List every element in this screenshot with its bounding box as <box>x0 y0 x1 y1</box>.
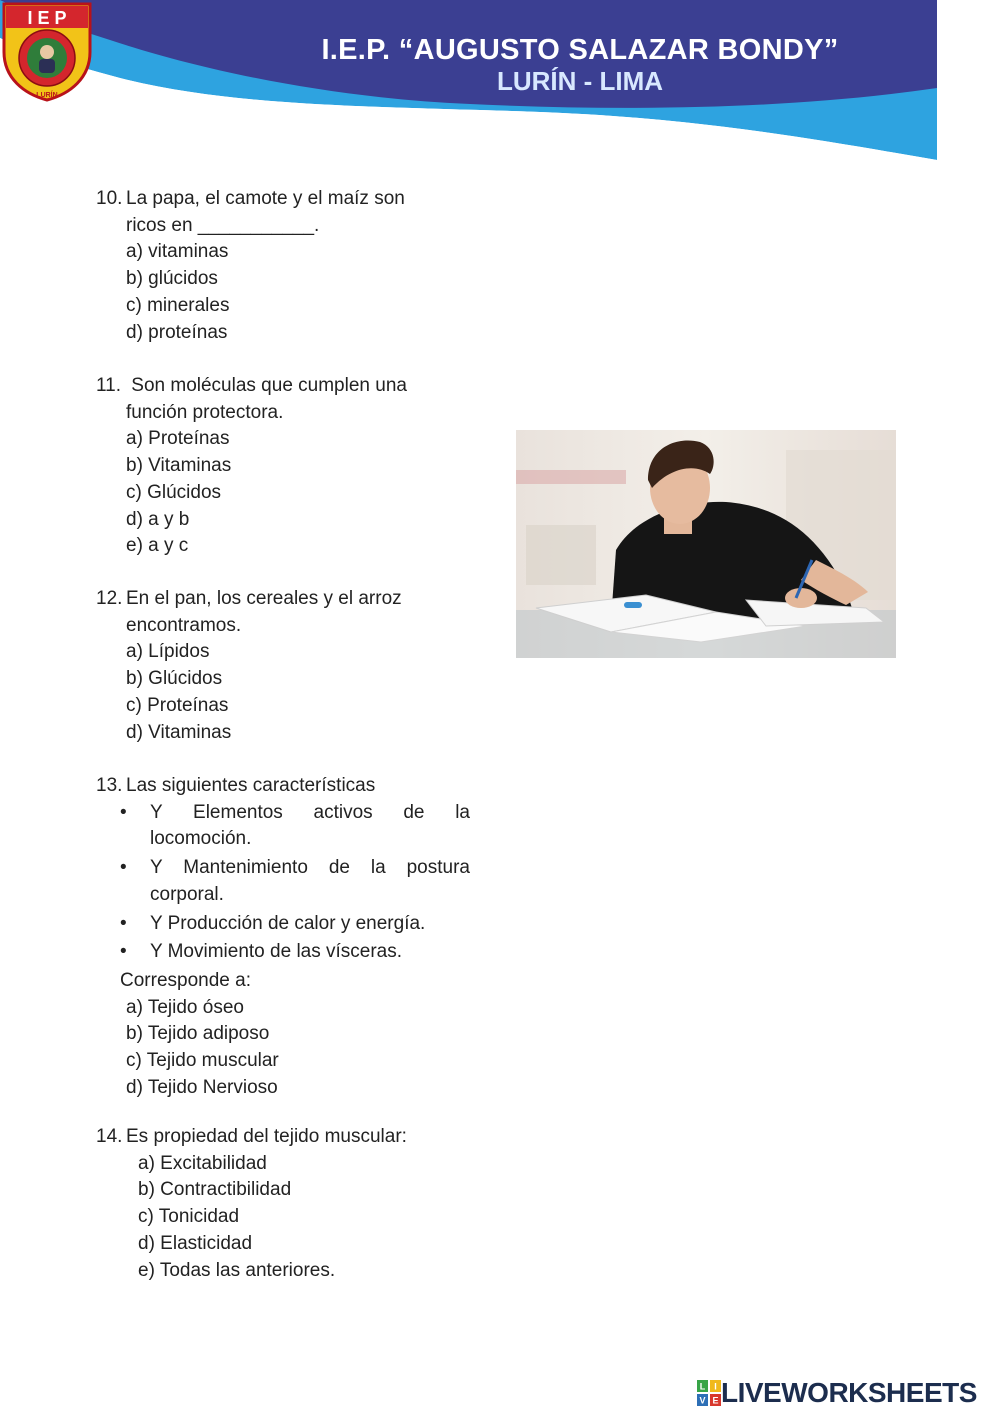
school-name: I.E.P. “AUGUSTO SALAZAR BONDY” <box>321 34 839 66</box>
answer-option[interactable]: e) a y c <box>126 535 189 557</box>
bullet-icon: • <box>120 941 127 963</box>
answer-option[interactable]: c) Glúcidos <box>126 481 222 503</box>
question-stem <box>126 586 402 639</box>
question-prompt: Corresponde a: <box>120 969 251 991</box>
question-number: 11. <box>96 375 122 396</box>
answer-option[interactable]: d) Tejido Nervioso <box>126 1076 278 1098</box>
svg-text:V: V <box>699 1395 706 1406</box>
answer-option[interactable]: e) Todas las anteriores. <box>138 1259 336 1281</box>
question-13 <box>96 773 470 1101</box>
liveworksheets-logo <box>697 1375 977 1411</box>
school-location: LURÍN - LIMA <box>496 66 664 96</box>
svg-text:I: I <box>714 1381 717 1392</box>
question-10 <box>96 186 405 346</box>
answer-option[interactable]: d) proteínas <box>126 321 228 343</box>
stem-line: Es propiedad del tejido muscular: <box>126 1126 407 1147</box>
answer-option[interactable]: b) Vitaminas <box>126 455 232 477</box>
svg-text:L: L <box>699 1381 706 1392</box>
characteristic-text: Y Elementos activos de la locomoción. <box>150 801 470 850</box>
stem-line: Son moléculas que cumplen una <box>126 375 407 396</box>
stem-line: La papa, el camote y el maíz son <box>126 188 405 209</box>
answer-option[interactable]: b) Tejido adiposo <box>126 1023 270 1045</box>
answer-options <box>126 239 405 346</box>
answer-option[interactable]: a) Excitabilidad <box>138 1152 267 1174</box>
characteristics-list <box>120 800 470 966</box>
question-stem <box>126 186 405 239</box>
answer-option[interactable]: b) glúcidos <box>126 268 218 290</box>
bullet-icon: • <box>120 857 127 879</box>
question-number: 12. <box>96 588 123 609</box>
question-number: 13. <box>96 775 123 796</box>
svg-text:I E P: I E P <box>27 8 67 28</box>
answer-options <box>126 639 402 746</box>
question-12 <box>96 586 402 746</box>
answer-option[interactable]: c) Tejido muscular <box>126 1050 279 1072</box>
answer-options <box>126 995 470 1102</box>
characteristic-item <box>120 911 470 938</box>
characteristic-text: Y Producción de calor y energía. <box>150 912 426 934</box>
characteristic-item <box>120 800 470 853</box>
answer-option[interactable]: a) Lípidos <box>126 641 210 663</box>
stem-line: En el pan, los cereales y el arroz <box>126 588 402 609</box>
answer-option[interactable]: b) Contractibilidad <box>138 1179 292 1201</box>
answer-option[interactable]: d) Vitaminas <box>126 721 232 743</box>
characteristic-item <box>120 939 470 966</box>
stem-line: encontramos. <box>126 614 242 636</box>
answer-option[interactable]: a) Proteínas <box>126 428 230 450</box>
characteristic-item <box>120 855 470 908</box>
answer-option[interactable]: b) Glúcidos <box>126 668 223 690</box>
answer-options <box>126 426 407 560</box>
question-number: 10. <box>96 188 123 209</box>
liveworksheets-icon <box>697 1380 721 1406</box>
bullet-icon: • <box>120 912 127 934</box>
answer-option[interactable]: a) Tejido óseo <box>126 996 244 1018</box>
question-stem <box>126 373 407 426</box>
answer-option[interactable]: c) minerales <box>126 294 230 316</box>
question-14 <box>96 1124 407 1284</box>
school-crest-logo <box>0 0 94 102</box>
answer-option[interactable]: d) a y b <box>126 508 190 530</box>
question-stem <box>126 773 470 800</box>
svg-text:LURÍN: LURÍN <box>36 92 58 99</box>
answer-option[interactable]: d) Elasticidad <box>138 1232 253 1254</box>
stem-line: Las siguientes características <box>126 775 376 796</box>
brand-name: LIVEWORKSHEETS <box>721 1377 977 1408</box>
student-studying-photo <box>516 430 896 658</box>
question-stem <box>126 1124 407 1151</box>
question-11 <box>96 373 407 560</box>
stem-line: función protectora. <box>126 401 284 423</box>
svg-text:E: E <box>712 1395 719 1406</box>
answer-option[interactable]: c) Proteínas <box>126 694 229 716</box>
bullet-icon: • <box>120 801 127 823</box>
characteristic-text: Y Mantenimiento de la postura corporal. <box>150 857 470 905</box>
answer-options <box>138 1151 407 1285</box>
stem-line: ricos en ___________. <box>126 214 320 236</box>
question-number: 14. <box>96 1126 123 1147</box>
characteristic-text: Y Movimiento de las vísceras. <box>150 941 403 963</box>
page-header <box>0 0 1000 170</box>
answer-option[interactable]: a) vitaminas <box>126 241 229 263</box>
answer-option[interactable]: c) Tonicidad <box>138 1206 240 1228</box>
